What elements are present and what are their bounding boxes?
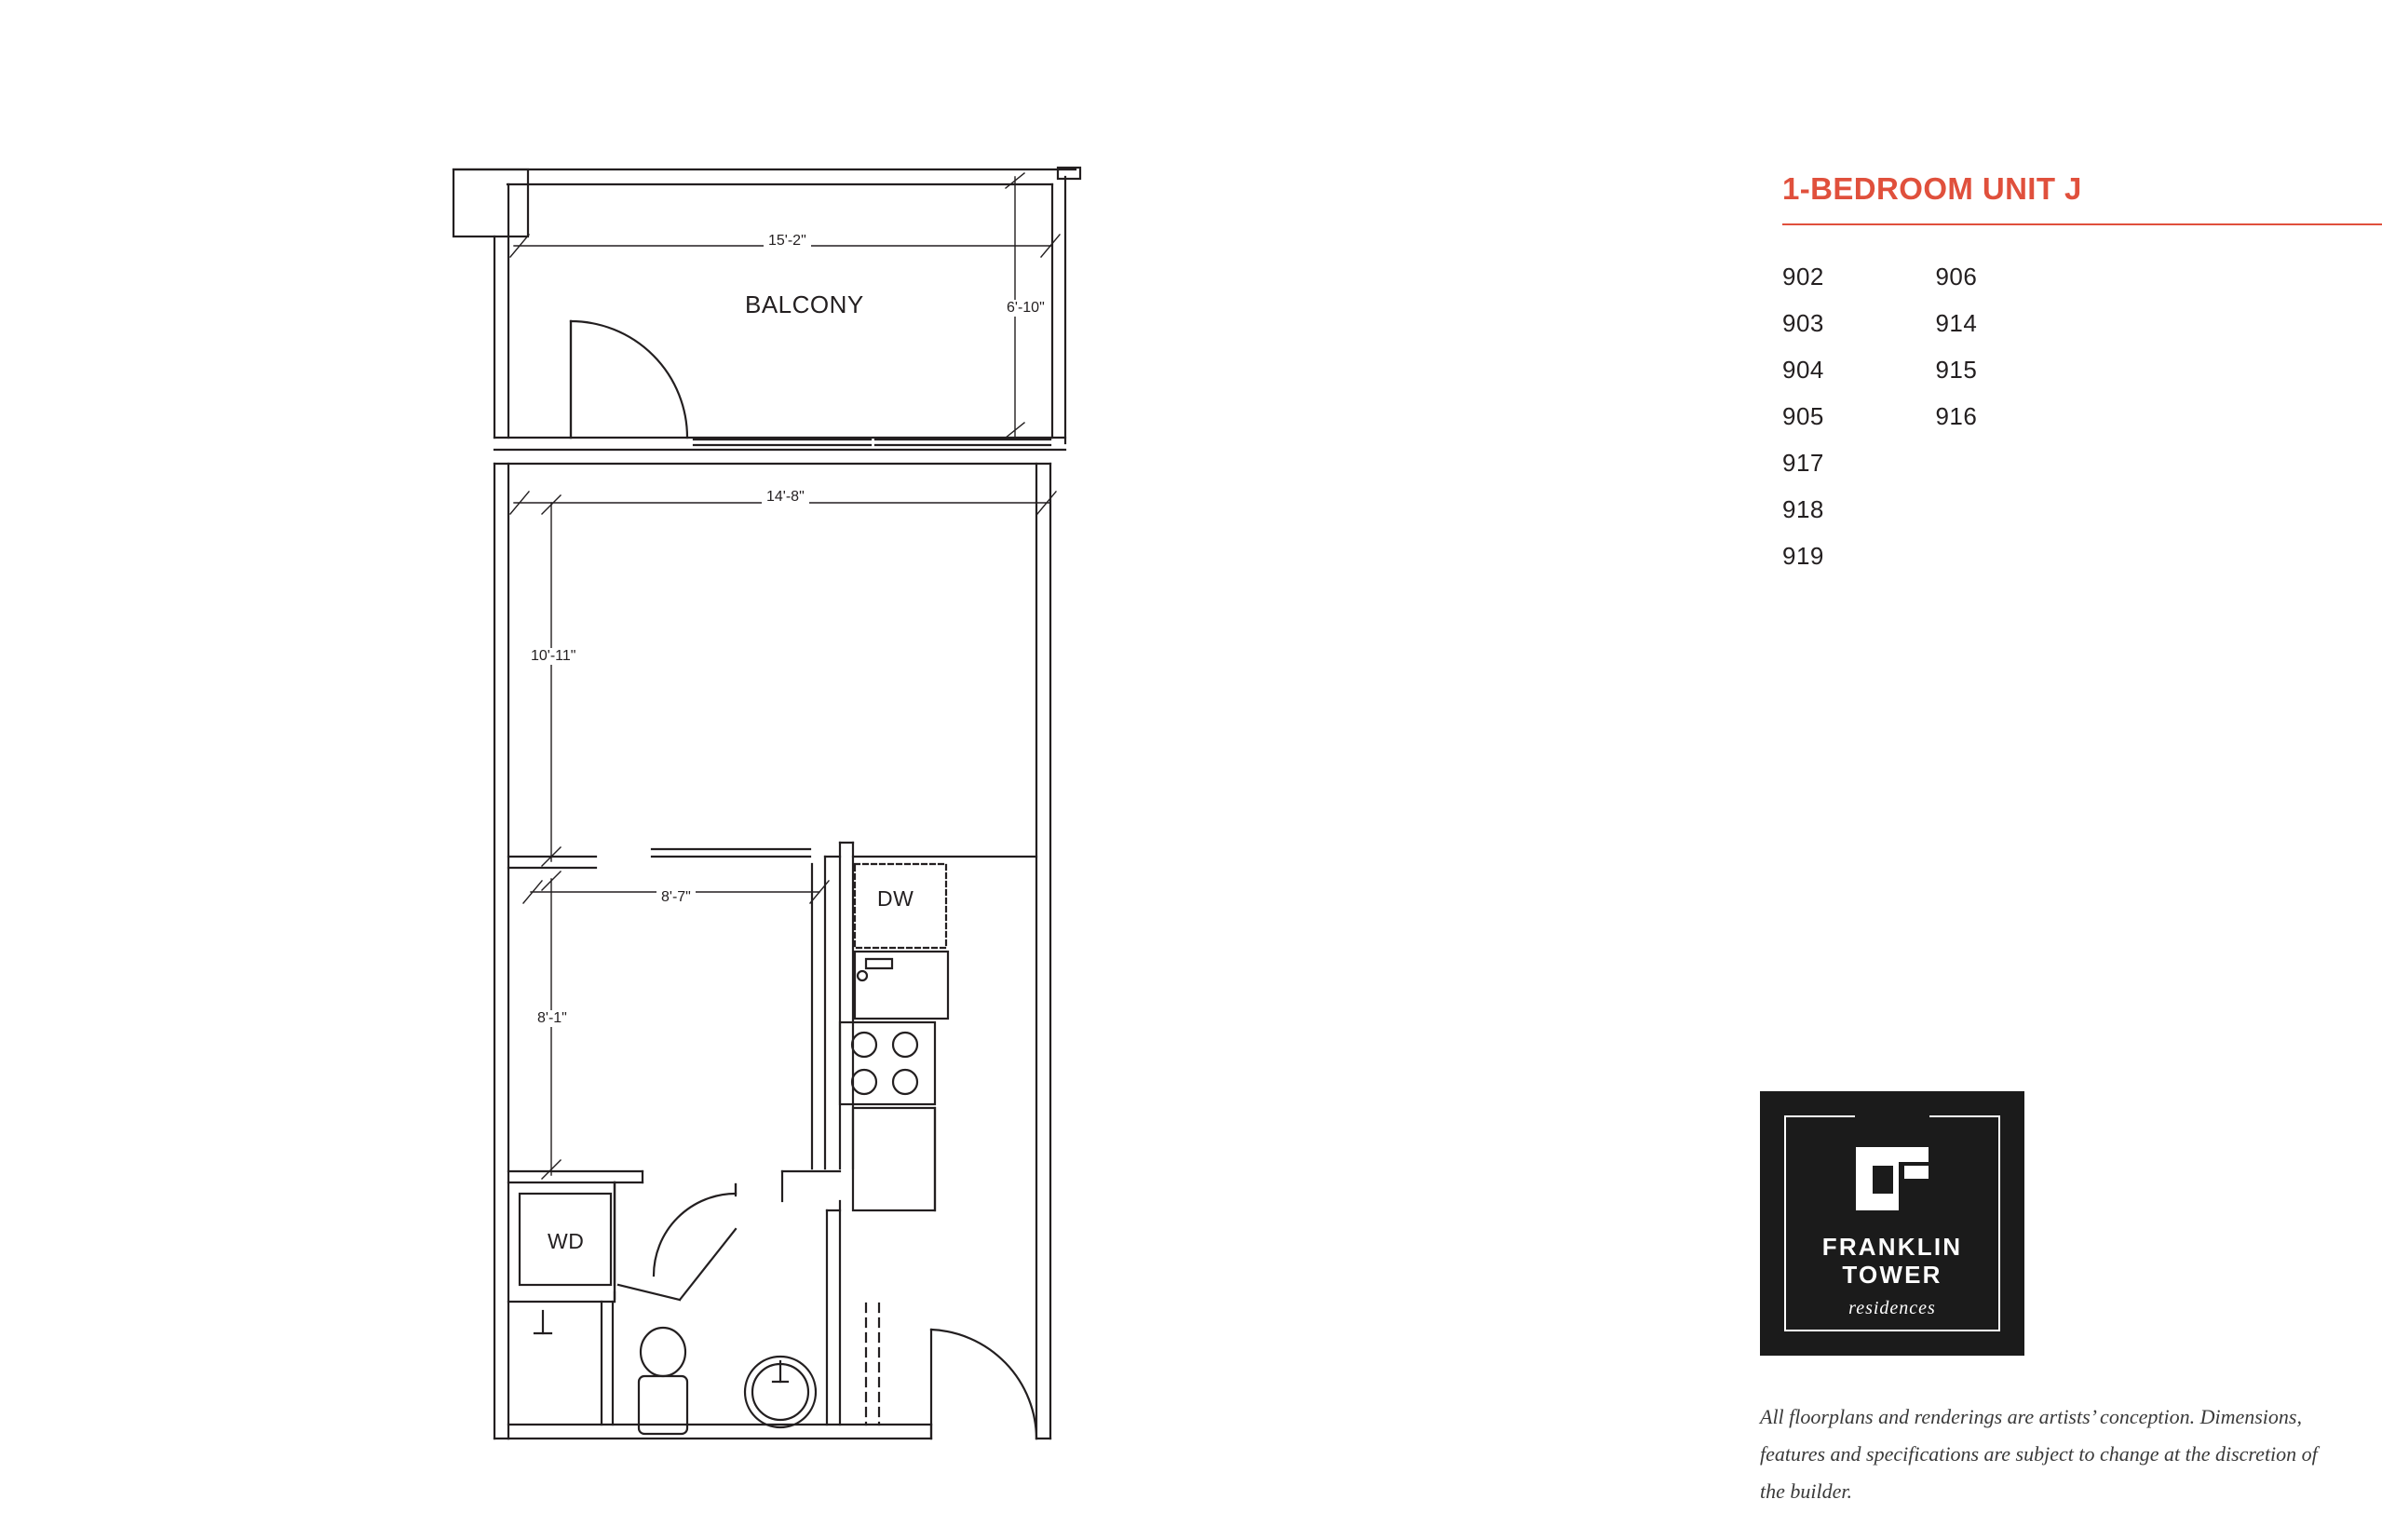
dimension-living-width: 14'-8"	[762, 489, 809, 506]
logo-line-franklin: FRANKLIN	[1821, 1233, 1963, 1261]
unit-number: 919	[1782, 542, 1824, 570]
unit-number: 916	[1935, 402, 1978, 430]
appliance-label-washer-dryer: WD	[548, 1229, 585, 1253]
unit-number: 917	[1782, 449, 1824, 477]
disclaimer-text: All floorplans and renderings are artists’ conception. Dimensions, features and specifications are subject to change at the discretion of the builder.	[1760, 1405, 2318, 1503]
unit-number: 904	[1782, 356, 1824, 384]
appliance-label-dishwasher: DW	[877, 886, 914, 911]
logo-frame-notch	[1855, 1110, 1929, 1123]
title-divider	[1782, 223, 2382, 225]
dimension-balcony-width: 15'-2"	[764, 233, 811, 250]
unit-number: 918	[1782, 495, 1824, 523]
unit-number: 906	[1935, 263, 1978, 290]
dimension-bedroom-depth: 8'-1"	[533, 1010, 572, 1027]
unit-number-list	[1782, 253, 2229, 579]
dimension-living-depth: 10'-11"	[526, 648, 580, 665]
unit-number: 902	[1782, 263, 1824, 290]
franklin-tower-monogram-icon	[1852, 1143, 1932, 1214]
logo-line-tower: TOWER	[1842, 1261, 1942, 1289]
unit-number-column	[1935, 253, 2084, 439]
room-label-balcony: BALCONY	[745, 290, 864, 318]
dimension-bedroom-width: 8'-7"	[656, 889, 696, 906]
brand-logo	[1760, 1091, 2024, 1356]
logo-line-residences: residences	[1848, 1298, 1936, 1318]
unit-number: 903	[1782, 309, 1824, 337]
unit-number-column	[1782, 439, 1931, 579]
unit-number: 905	[1782, 402, 1824, 430]
unit-number: 914	[1935, 309, 1978, 337]
unit-number: 915	[1935, 356, 1978, 384]
logo-wordmark	[1760, 1233, 2024, 1319]
unit-number-column	[1782, 253, 1931, 439]
page-title: 1-BEDROOM UNIT J	[1782, 171, 2082, 206]
dimension-balcony-depth: 6'-10"	[1002, 300, 1049, 317]
